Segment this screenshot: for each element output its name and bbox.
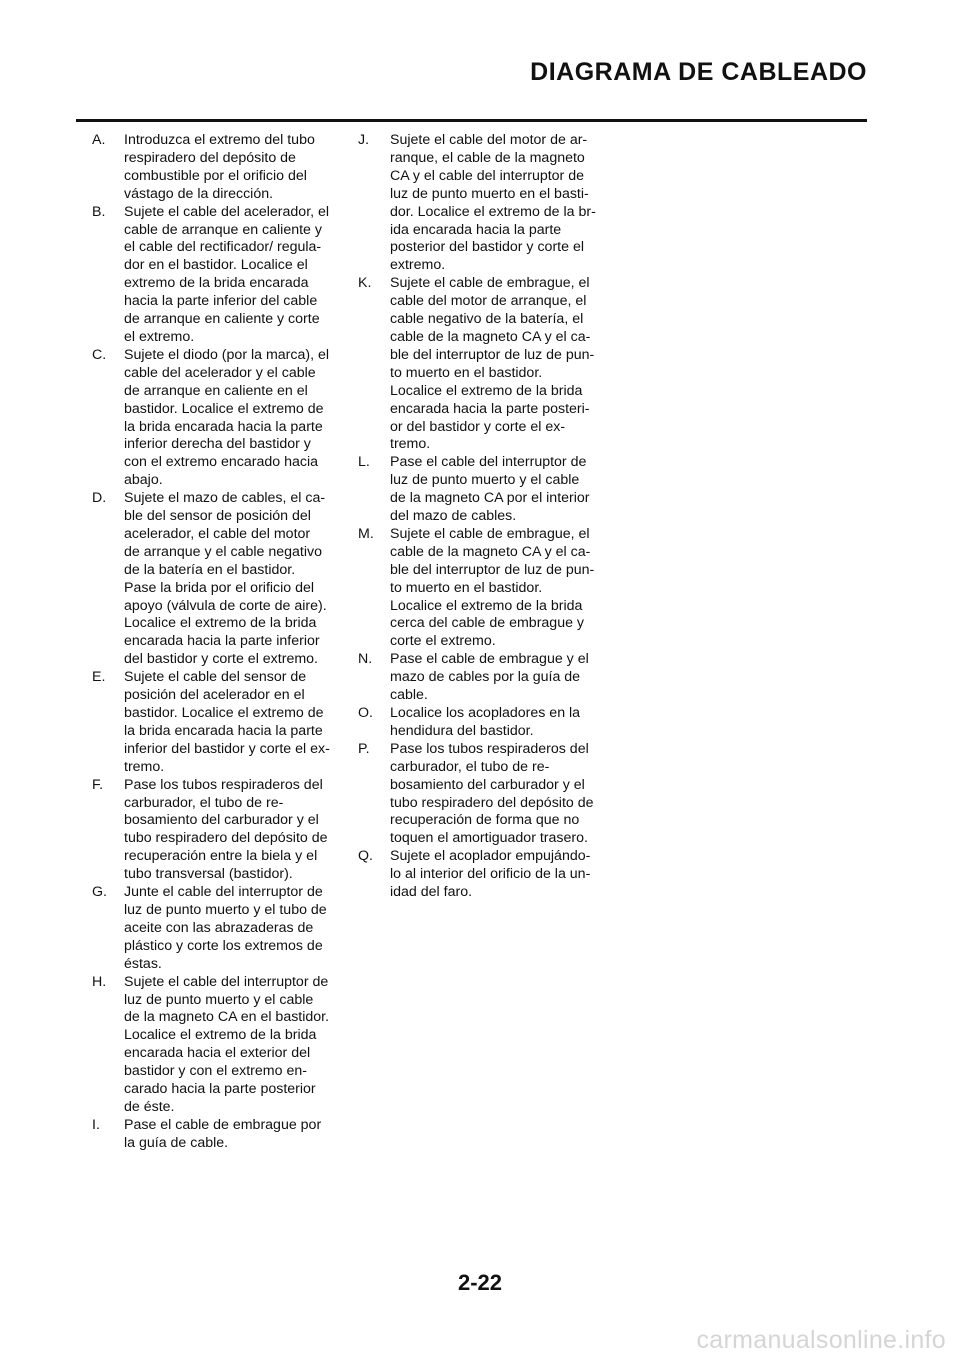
item-letter: K.	[358, 275, 372, 292]
list-item	[358, 705, 618, 741]
item-text: Pase el cable de embrague y el mazo de cables por la guía de cable.	[390, 651, 589, 704]
item-text: Sujete el cable del sensor de posición del acelerador en el bastidor. Localice el extremo de la brida encarada hacia la parte inferior del bastidor y corte el ex- tremo.	[124, 669, 330, 775]
item-letter: H.	[92, 973, 107, 990]
item-text: Sujete el cable del motor de ar- ranque, el cable de la magneto CA y el cable del interruptor de luz de punto muerto en el basti- dor. Localice el extremo de la br- ida encarada hacia la parte posterior del bastidor y corte el extremo.	[390, 132, 596, 274]
page-number: 2-22	[457, 1270, 503, 1295]
item-letter: A.	[92, 132, 106, 148]
list-item	[92, 884, 342, 974]
list-item	[92, 1117, 342, 1153]
item-text: Sujete el cable del interruptor de luz de punto muerto y el cable de la magneto CA en el bastidor. Localice el extremo de la brida encarada hacia el exterior del bastidor y con el extremo en- carado hacia la parte posterior de éste.	[124, 973, 330, 1115]
item-text: Sujete el cable del acelerador, el cable de arranque en caliente y el cable del rectificador/ regula- dor en el bastidor. Localice el extremo de la brida encarada hacia la parte inferior del cable de arranque en caliente y corte el extremo.	[124, 203, 330, 345]
item-letter: P.	[358, 740, 370, 757]
item-letter: D.	[92, 490, 107, 507]
item-text: Introduzca el extremo del tubo respiradero del depósito de combustible por el orificio del vástago de la dirección.	[124, 132, 315, 202]
list-item	[92, 204, 342, 347]
item-text: Sujete el cable de embrague, el cable del motor de arranque, el cable negativo de la batería, el cable de la magneto CA y el ca- ble del interruptor de luz de pun- to muerto en el bastidor. Localice el extremo de la brida encarada hacia la parte posteri- or del bastidor y corte el ex- tremo.	[390, 275, 595, 453]
item-letter: I.	[92, 1116, 100, 1133]
item-letter: N.	[358, 651, 373, 668]
list-item	[92, 669, 342, 776]
list-item	[358, 651, 618, 705]
list-item	[358, 454, 618, 526]
item-letter: J.	[358, 132, 370, 148]
item-text: Pase los tubos respiraderos del carburador, el tubo de re- bosamiento del carburador y el tubo respiradero del depósito de recuperación entre la biela y el tubo transversal (bastidor).	[124, 776, 328, 883]
item-text: Pase el cable de embrague por la guía de cable.	[124, 1116, 322, 1151]
item-text: Sujete el mazo de cables, el ca- ble del sensor de posición del acelerador, el cable del motor de arranque y el cable negativo de la batería en el bastidor. Pase la brida por el orificio del apoyo (válvula de corte de aire). Localice el extremo de la brida encarada hacia la parte inferior del bastidor y corte el extremo.	[124, 490, 327, 668]
item-text: Sujete el acoplador empujándo- lo al interior del orificio de la un- idad del faro.	[390, 848, 591, 901]
list-item	[358, 275, 618, 454]
item-letter: O.	[358, 705, 373, 721]
item-letter: Q.	[358, 848, 373, 865]
list-item	[92, 490, 342, 669]
item-letter: E.	[92, 669, 106, 686]
left-column	[92, 132, 342, 1153]
item-text: Localice los acopladores en la hendidura del bastidor.	[390, 705, 581, 739]
list-item	[92, 347, 342, 490]
list-item	[92, 974, 342, 1117]
watermark: carmanualsonline.info	[696, 1326, 946, 1354]
item-letter: B.	[92, 203, 106, 220]
page-title: DIAGRAMA DE CABLEADO	[530, 58, 867, 86]
list-item	[92, 777, 342, 884]
item-letter: M.	[358, 525, 374, 542]
item-text: Junte el cable del interruptor de luz de punto muerto y el tubo de aceite con las abrazaderas de plástico y corte los extremos de éstas.	[124, 884, 327, 972]
item-letter: L.	[358, 454, 370, 471]
item-text: Pase el cable del interruptor de luz de punto muerto y el cable de la magneto CA por el interior del mazo de cables.	[390, 454, 590, 525]
list-item	[358, 741, 618, 848]
item-letter: G.	[92, 884, 107, 901]
list-item	[92, 132, 342, 204]
item-text: Sujete el diodo (por la marca), el cable del acelerador y el cable de arranque en caliente en el bastidor. Localice el extremo de la brida encarada hacia la parte inferior derecha del bastidor y con el extremo encarado hacia abajo.	[124, 346, 330, 489]
list-item	[358, 526, 618, 651]
list-item	[358, 132, 618, 275]
item-text: Sujete el cable de embrague, el cable de la magneto CA y el ca- ble del interruptor de luz de pun- to muerto en el bastidor. Localice el extremo de la brida cerca del cable de embrague y corte el extremo.	[390, 525, 595, 650]
right-column	[358, 132, 618, 902]
item-letter: C.	[92, 346, 107, 363]
item-letter: F.	[92, 776, 104, 793]
list-item	[358, 848, 618, 902]
title-divider	[76, 119, 867, 122]
item-text: Pase los tubos respiraderos del carburador, el tubo de re- bosamiento del carburador y el tubo respiradero del depósito de recuperación de forma que no toquen el amortiguador trasero.	[390, 740, 594, 847]
